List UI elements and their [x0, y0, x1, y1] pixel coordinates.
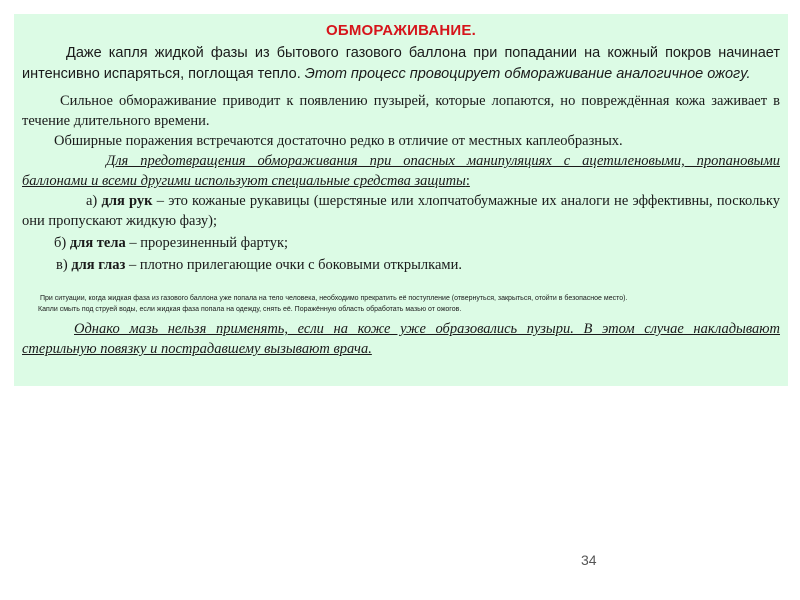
item-body — [22, 233, 780, 253]
item-hands-text: – это кожаные рукавицы (шерстяные или хлопчатобумажные их аналоги не эффективны, поскольку они пропускают жидкую фазу); — [22, 193, 781, 229]
item-body-label: для тела — [69, 235, 126, 251]
content-panel — [14, 14, 788, 386]
item-body-prefix: б) — [54, 235, 70, 251]
intro-text: Даже капля жидкой фазы из бытового газового баллона при попадании на кожный покров начинает интенсивно испаряться, поглощая тепло. — [22, 45, 780, 82]
small-note-2: Капли смыть под струей воды, если жидкая фаза попала на одежду, снять её. Поражённую область обработать мазью от ожогов. — [38, 306, 462, 313]
small-note-1: При ситуации, когда жидкая фаза из газового баллона уже попала на тело человека, необходимо прекратить её поступление (отвернуться, закрыться, отойти в безопасное место). — [40, 295, 628, 302]
item-eyes-label: для глаз — [71, 257, 126, 273]
item-hands-prefix: а) — [86, 193, 102, 209]
protection-intro-text: Для предотвращения обмораживания при опасных манипуляциях с ацетиленовыми, пропановыми баллонами и всеми другими используют специальные средства защиты — [22, 153, 780, 189]
item-hands-label: для рук — [101, 193, 153, 209]
slide-title: ОБМОРАЖИВАНИЕ. — [326, 22, 476, 39]
paragraph-intro — [22, 43, 780, 85]
protection-colon: : — [465, 173, 470, 189]
page-number: 34 — [581, 552, 597, 568]
item-hands — [22, 191, 780, 231]
paragraph-blisters: Сильное обмораживание приводит к появлению пузырей, которые лопаются, но повреждённая кожа заживает в течение длительного времени. — [22, 93, 780, 129]
item-body-text: – прорезиненный фартук; — [125, 235, 289, 251]
paragraph-ointment-warning: Однако мазь нельзя применять, если на коже уже образовались пузыри. В этом случае накладывают стерильную повязку и пострадавшему вызывают врача. — [22, 321, 780, 357]
item-eyes — [22, 255, 780, 275]
intro-italic: Этот процесс провоцирует обмораживание аналогичное ожогу. — [304, 66, 751, 82]
item-eyes-text: – плотно прилегающие очки с боковыми открылками. — [125, 257, 462, 273]
paragraph-lesions: Обширные поражения встречаются достаточно редко в отличие от местных каплеобразных. — [54, 133, 623, 149]
item-eyes-prefix: в) — [56, 257, 72, 273]
paragraph-protection-intro — [22, 151, 780, 191]
